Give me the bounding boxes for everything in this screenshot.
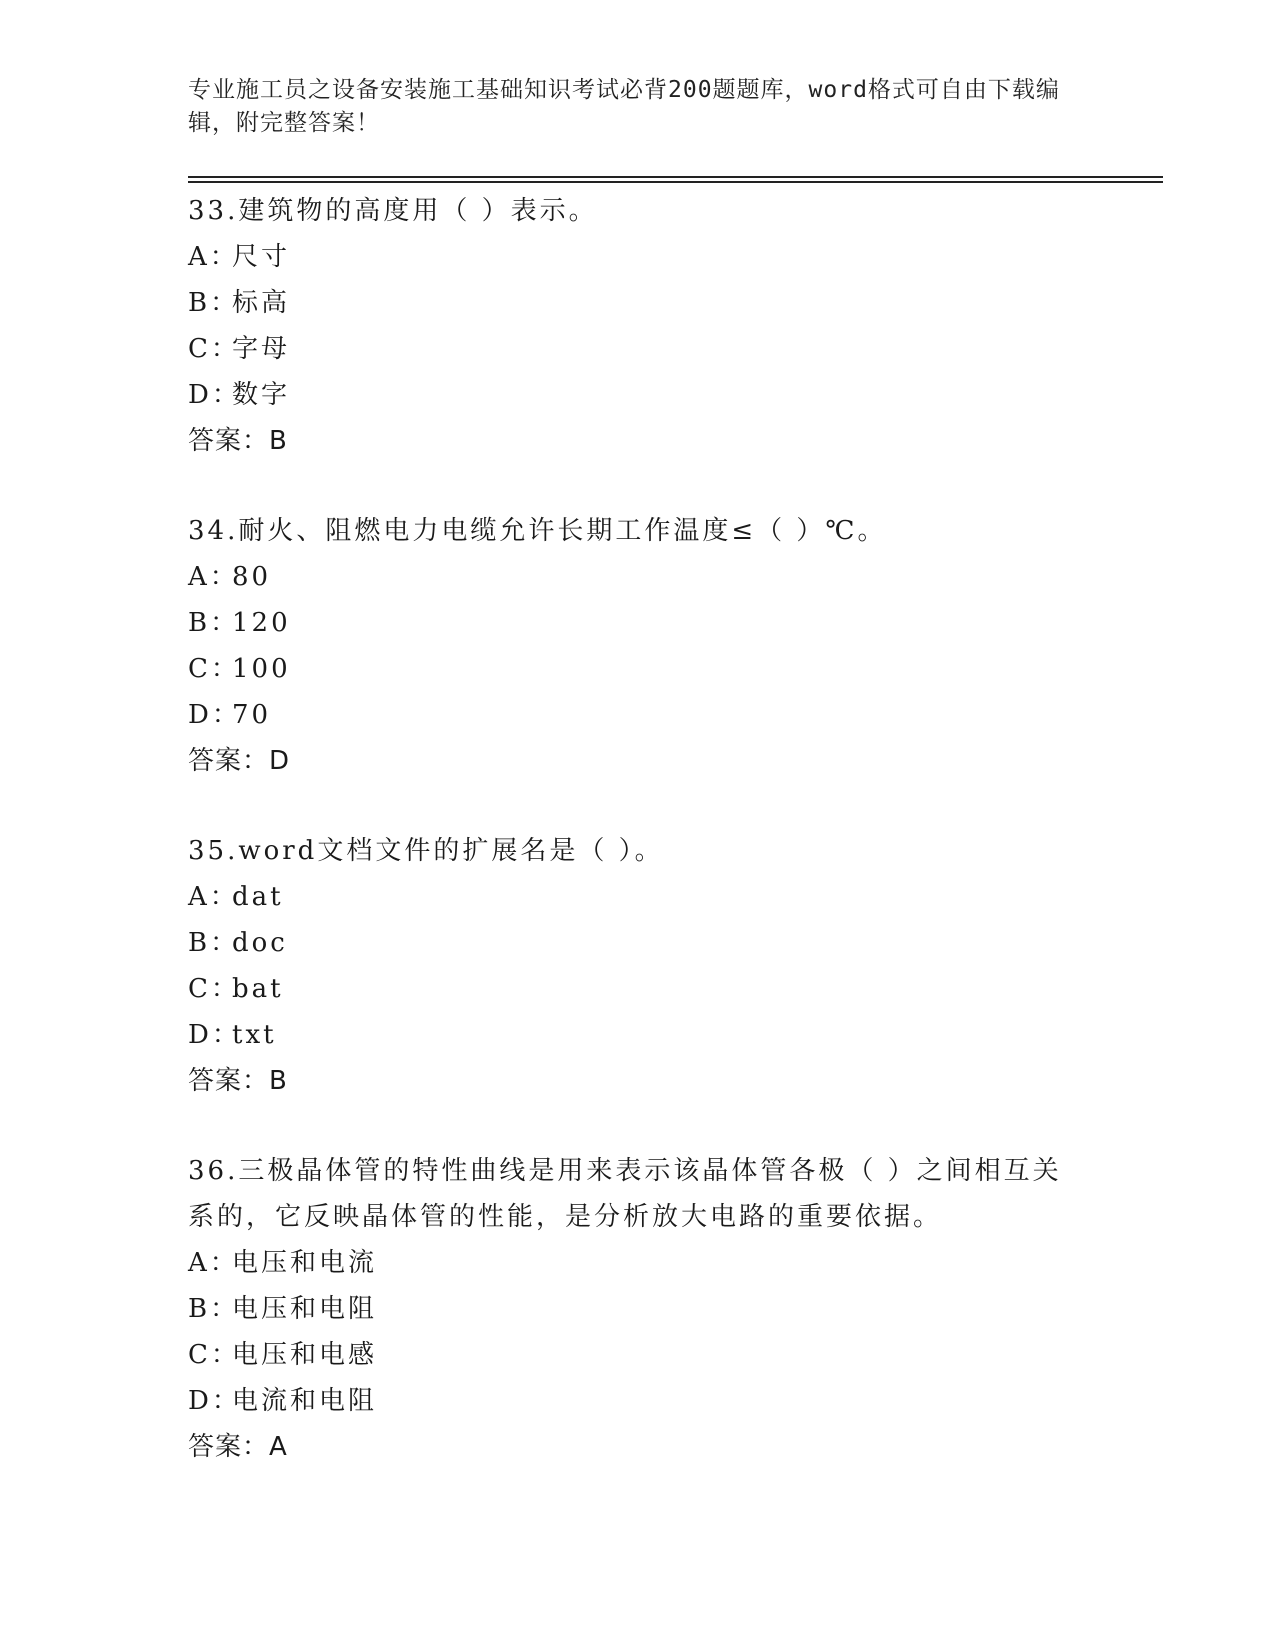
- option-letter: D：: [188, 1020, 241, 1050]
- question-text: 33.建筑物的高度用（ ）表示。: [188, 196, 598, 226]
- answer: 答案：B: [188, 1066, 288, 1096]
- option-text: 100: [232, 654, 291, 684]
- option-text: 数字: [232, 380, 291, 410]
- header-divider-bottom: [188, 181, 1163, 183]
- question-36: [188, 1148, 1088, 1470]
- option-c: [188, 966, 1088, 1012]
- option-d: [188, 1012, 1088, 1058]
- option-a: [188, 1240, 1088, 1286]
- option-text: 80: [232, 562, 272, 592]
- question-text: 34.耐火、阻燃电力电缆允许长期工作温度≤（ ）℃。: [188, 516, 887, 546]
- option-text: 电流和电阻: [232, 1386, 378, 1416]
- option-text: bat: [232, 974, 284, 1004]
- option-letter: C：: [188, 654, 240, 684]
- answer: 答案：B: [188, 426, 288, 456]
- option-d: [188, 692, 1088, 738]
- header-divider-top: [188, 176, 1163, 178]
- option-a: [188, 874, 1088, 920]
- option-text: 标高: [232, 288, 291, 318]
- option-letter: A：: [188, 562, 239, 592]
- option-b: [188, 280, 1088, 326]
- option-letter: A：: [188, 1248, 239, 1278]
- option-letter: A：: [188, 242, 239, 272]
- option-letter: B：: [188, 288, 240, 318]
- option-text: doc: [232, 928, 288, 958]
- option-text: txt: [232, 1020, 277, 1050]
- option-letter: D：: [188, 1386, 241, 1416]
- option-a: [188, 554, 1088, 600]
- answer: 答案：D: [188, 746, 291, 776]
- question-text: 35.word文档文件的扩展名是（ ）。: [188, 836, 664, 866]
- question-34: [188, 508, 1088, 784]
- option-b: [188, 920, 1088, 966]
- question-33: [188, 188, 1088, 464]
- option-text: 电压和电阻: [232, 1294, 378, 1324]
- option-letter: D：: [188, 700, 241, 730]
- option-text: 电压和电感: [232, 1340, 378, 1370]
- option-letter: C：: [188, 974, 240, 1004]
- option-text: 字母: [232, 334, 291, 364]
- option-b: [188, 600, 1088, 646]
- option-letter: A：: [188, 882, 239, 912]
- option-b: [188, 1286, 1088, 1332]
- option-text: 电压和电流: [232, 1248, 378, 1278]
- option-text: 120: [232, 608, 291, 638]
- option-a: [188, 234, 1088, 280]
- option-c: [188, 1332, 1088, 1378]
- option-letter: C：: [188, 334, 240, 364]
- option-text: 70: [232, 700, 272, 730]
- option-letter: B：: [188, 1294, 240, 1324]
- option-letter: B：: [188, 608, 240, 638]
- question-text: 36.三极晶体管的特性曲线是用来表示该晶体管各极（ ）之间相互关系的，它反映晶体管的性能，是分析放大电路的重要依据。: [188, 1156, 1062, 1232]
- option-text: dat: [232, 882, 284, 912]
- question-35: [188, 828, 1088, 1104]
- document-header: 专业施工员之设备安装施工基础知识考试必背200题题库，word格式可自由下载编辑，附完整答案！: [188, 77, 1060, 136]
- option-text: 尺寸: [232, 242, 291, 272]
- option-letter: B：: [188, 928, 240, 958]
- answer: 答案：A: [188, 1432, 288, 1462]
- option-c: [188, 646, 1088, 692]
- option-letter: C：: [188, 1340, 240, 1370]
- option-letter: D：: [188, 380, 241, 410]
- option-d: [188, 372, 1088, 418]
- option-c: [188, 326, 1088, 372]
- option-d: [188, 1378, 1088, 1424]
